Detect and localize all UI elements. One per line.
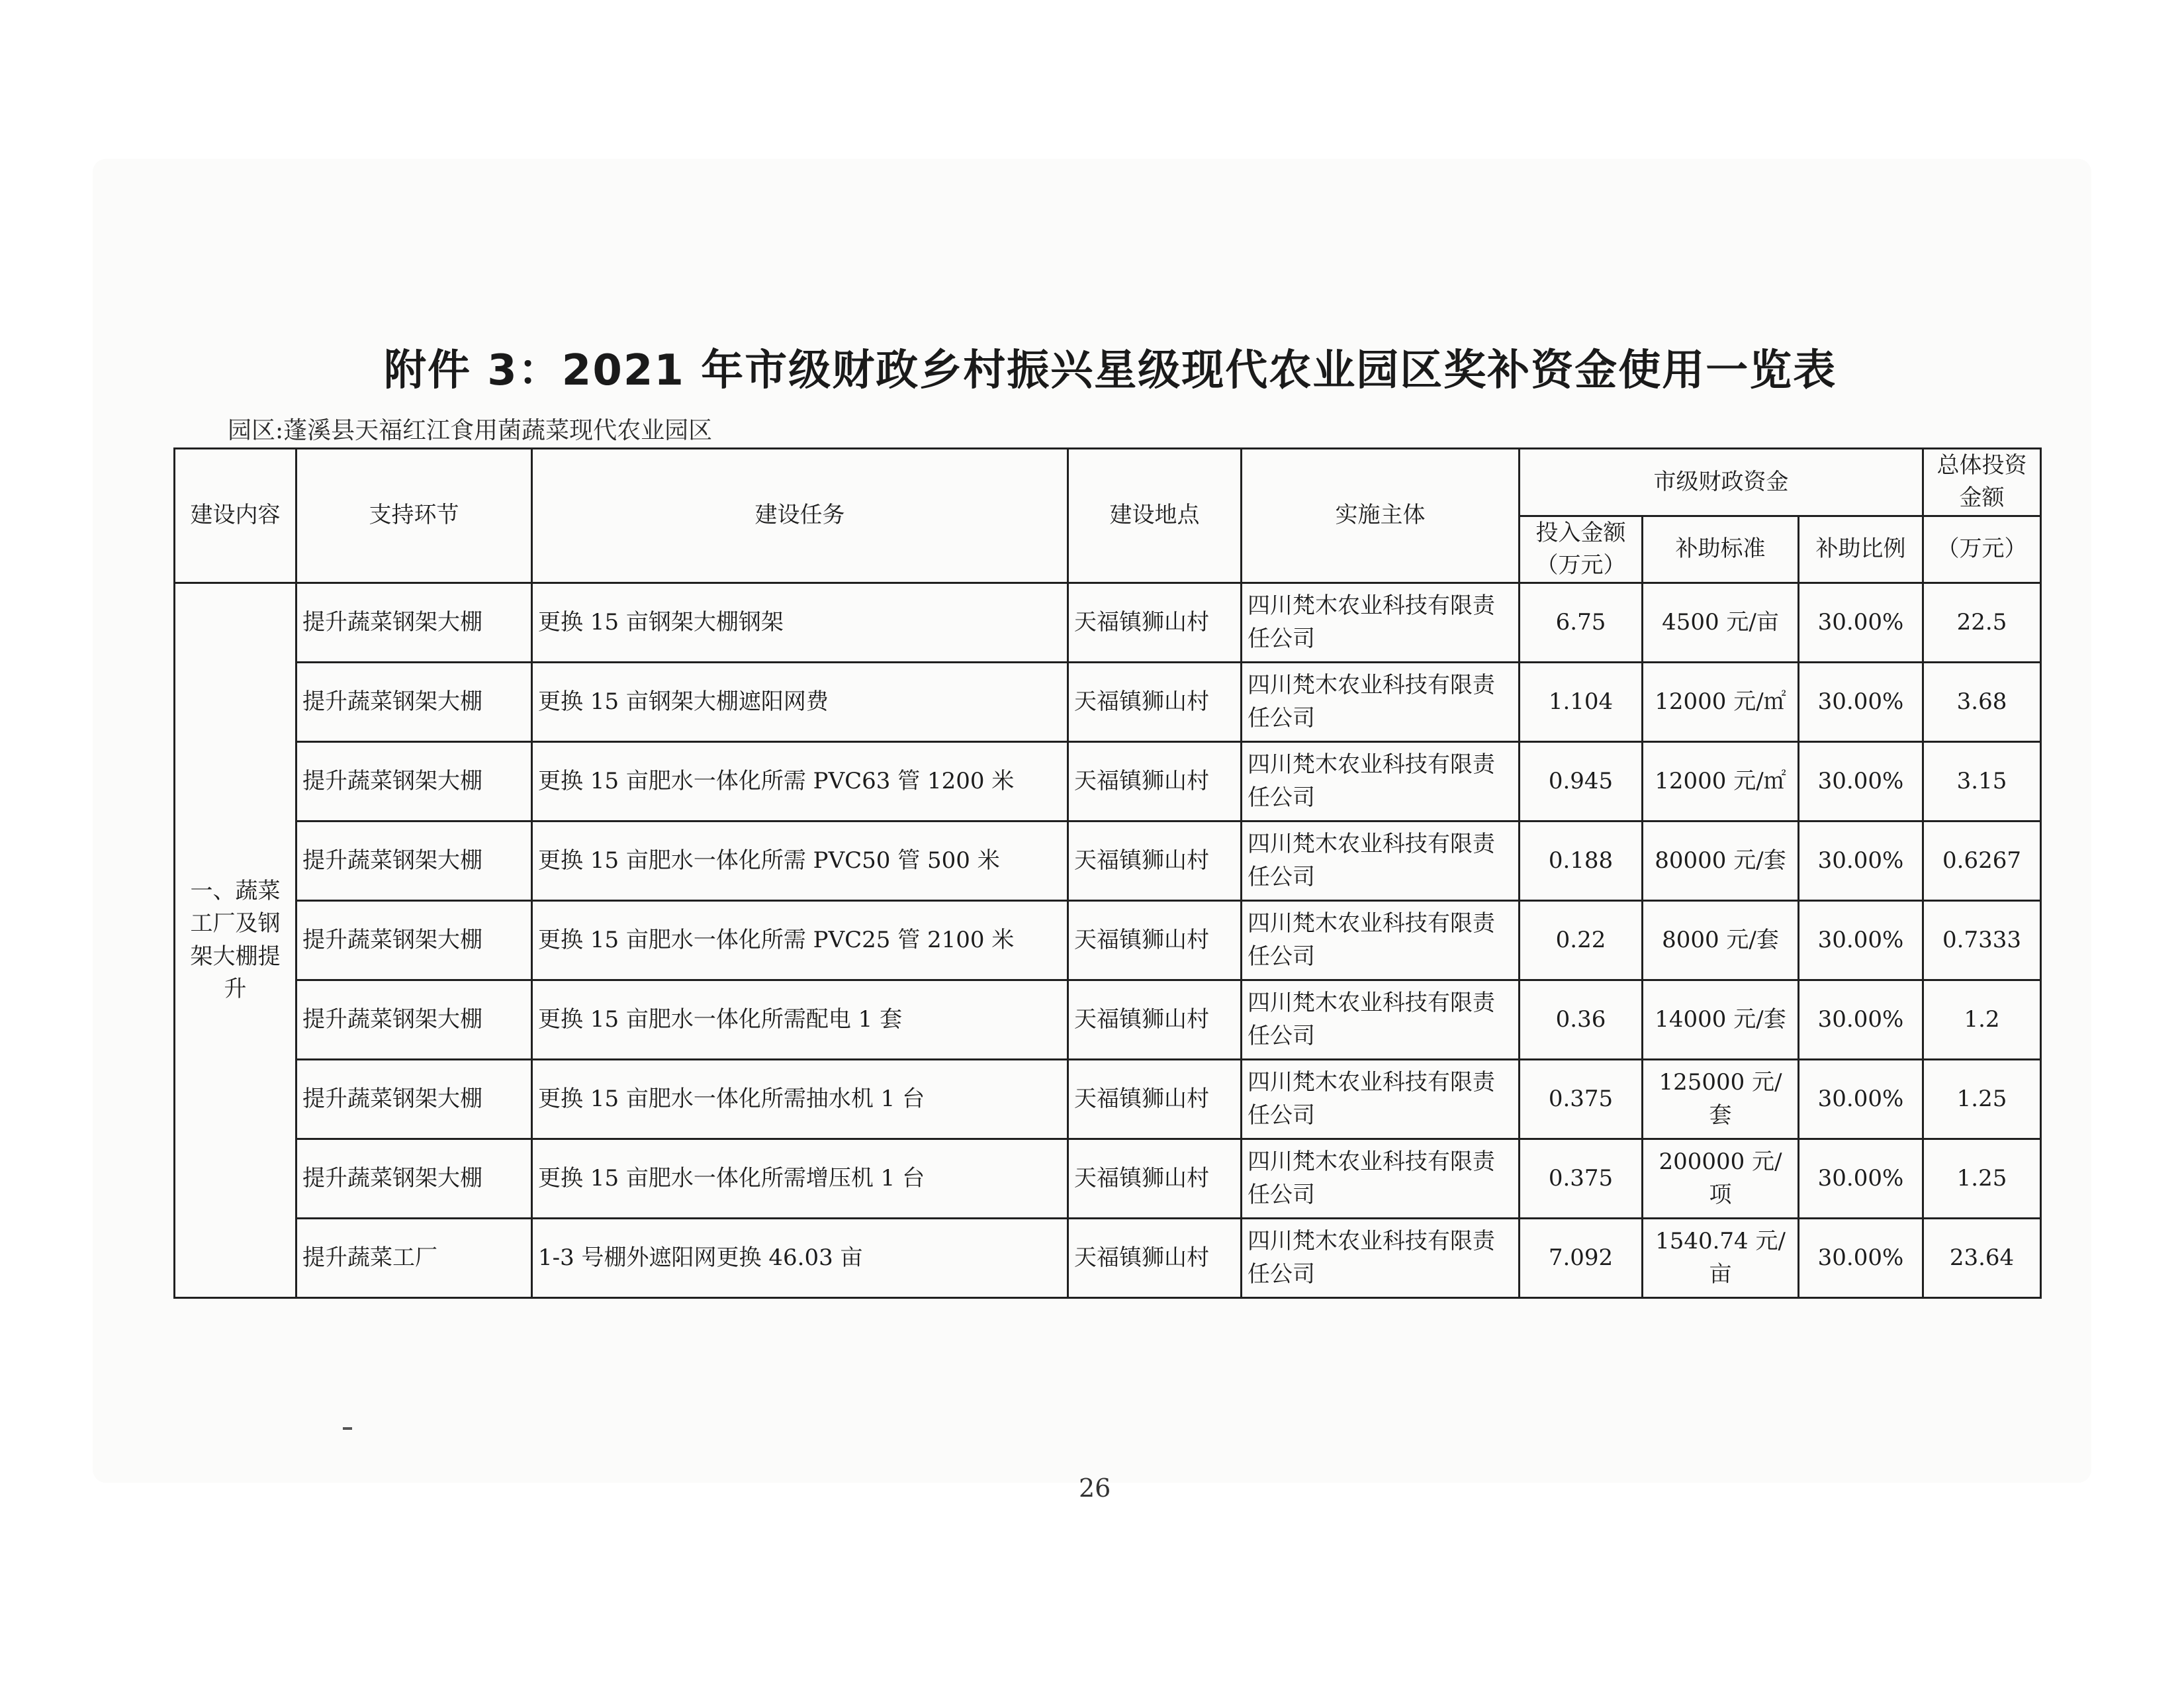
table-row bbox=[175, 742, 2041, 821]
cell-standard: 8000 元/套 bbox=[1643, 901, 1799, 980]
fund-table bbox=[173, 447, 2042, 1299]
cell-link: 提升蔬菜钢架大棚 bbox=[296, 663, 532, 742]
table-row bbox=[175, 663, 2041, 742]
table-row bbox=[175, 821, 2041, 901]
cell-standard: 4500 元/亩 bbox=[1643, 583, 1799, 663]
cell-subject: 四川梵木农业科技有限责任公司 bbox=[1242, 821, 1520, 901]
table-row bbox=[175, 1219, 2041, 1298]
cell-total: 1.25 bbox=[1923, 1139, 2041, 1219]
cell-subject: 四川梵木农业科技有限责任公司 bbox=[1242, 1139, 1520, 1219]
cell-subject: 四川梵木农业科技有限责任公司 bbox=[1242, 901, 1520, 980]
cell-standard: 12000 元/㎡ bbox=[1643, 742, 1799, 821]
cell-subject: 四川梵木农业科技有限责任公司 bbox=[1242, 980, 1520, 1060]
table-row bbox=[175, 980, 2041, 1060]
cell-location: 天福镇狮山村 bbox=[1068, 742, 1242, 821]
header-location: 建设地点 bbox=[1068, 449, 1242, 583]
cell-location: 天福镇狮山村 bbox=[1068, 821, 1242, 901]
header-invest bbox=[1520, 516, 1643, 583]
cell-ratio: 30.00% bbox=[1799, 821, 1923, 901]
cell-location: 天福镇狮山村 bbox=[1068, 1139, 1242, 1219]
cell-link: 提升蔬菜钢架大棚 bbox=[296, 583, 532, 663]
cell-total: 3.15 bbox=[1923, 742, 2041, 821]
cell-standard: 12000 元/㎡ bbox=[1643, 663, 1799, 742]
cell-task: 更换 15 亩肥水一体化所需配电 1 套 bbox=[532, 980, 1068, 1060]
header-standard: 补助标准 bbox=[1643, 516, 1799, 583]
cell-location: 天福镇狮山村 bbox=[1068, 980, 1242, 1060]
cell-ratio: 30.00% bbox=[1799, 742, 1923, 821]
cell-standard: 80000 元/套 bbox=[1643, 821, 1799, 901]
header-invest-label: 投入金额 bbox=[1535, 519, 1626, 546]
page-title: 附件 3：2021 年市级财政乡村振兴星级现代农业园区奖补资金使用一览表 bbox=[384, 346, 1837, 395]
cell-standard: 200000 元/项 bbox=[1643, 1139, 1799, 1219]
cell-total: 22.5 bbox=[1923, 583, 2041, 663]
cell-subject: 四川梵木农业科技有限责任公司 bbox=[1242, 742, 1520, 821]
header-link: 支持环节 bbox=[296, 449, 532, 583]
cell-task: 更换 15 亩肥水一体化所需抽水机 1 台 bbox=[532, 1060, 1068, 1139]
cell-link: 提升蔬菜钢架大棚 bbox=[296, 1139, 532, 1219]
cell-task: 更换 15 亩肥水一体化所需 PVC63 管 1200 米 bbox=[532, 742, 1068, 821]
cell-link: 提升蔬菜钢架大棚 bbox=[296, 980, 532, 1060]
header-city-fund: 市级财政资金 bbox=[1520, 449, 1923, 516]
cell-link: 提升蔬菜钢架大棚 bbox=[296, 821, 532, 901]
table-row bbox=[175, 1139, 2041, 1219]
cell-task: 更换 15 亩肥水一体化所需 PVC25 管 2100 米 bbox=[532, 901, 1068, 980]
cell-total: 0.7333 bbox=[1923, 901, 2041, 980]
cell-ratio: 30.00% bbox=[1799, 1139, 1923, 1219]
cell-standard: 1540.74 元/亩 bbox=[1643, 1219, 1799, 1298]
table-row bbox=[175, 901, 2041, 980]
cell-invest: 0.188 bbox=[1520, 821, 1643, 901]
cell-invest: 7.092 bbox=[1520, 1219, 1643, 1298]
cell-total: 1.2 bbox=[1923, 980, 2041, 1060]
cell-location: 天福镇狮山村 bbox=[1068, 663, 1242, 742]
cell-standard: 125000 元/套 bbox=[1643, 1060, 1799, 1139]
cell-task: 更换 15 亩钢架大棚遮阳网费 bbox=[532, 663, 1068, 742]
cell-total: 0.6267 bbox=[1923, 821, 2041, 901]
cell-total: 3.68 bbox=[1923, 663, 2041, 742]
cell-standard: 14000 元/套 bbox=[1643, 980, 1799, 1060]
cell-task: 更换 15 亩肥水一体化所需增压机 1 台 bbox=[532, 1139, 1068, 1219]
cell-ratio: 30.00% bbox=[1799, 663, 1923, 742]
cell-ratio: 30.00% bbox=[1799, 980, 1923, 1060]
table-row bbox=[175, 583, 2041, 663]
cell-invest: 1.104 bbox=[1520, 663, 1643, 742]
cell-invest: 0.375 bbox=[1520, 1139, 1643, 1219]
header-total-unit: （万元） bbox=[1923, 516, 2041, 583]
header-total: 总体投资金额 bbox=[1923, 449, 2041, 516]
cell-link: 提升蔬菜钢架大棚 bbox=[296, 901, 532, 980]
cell-location: 天福镇狮山村 bbox=[1068, 1060, 1242, 1139]
cell-invest: 0.22 bbox=[1520, 901, 1643, 980]
header-row-1 bbox=[175, 449, 2041, 516]
cell-ratio: 30.00% bbox=[1799, 901, 1923, 980]
cell-invest: 6.75 bbox=[1520, 583, 1643, 663]
cell-location: 天福镇狮山村 bbox=[1068, 901, 1242, 980]
cell-subject: 四川梵木农业科技有限责任公司 bbox=[1242, 1060, 1520, 1139]
cell-link: 提升蔬菜工厂 bbox=[296, 1219, 532, 1298]
park-label: 园区:蓬溪县天福红江食用菌蔬菜现代农业园区 bbox=[228, 417, 713, 444]
cell-invest: 0.375 bbox=[1520, 1060, 1643, 1139]
cell-ratio: 30.00% bbox=[1799, 1219, 1923, 1298]
page-number: 26 bbox=[1079, 1474, 1111, 1503]
cell-invest: 0.36 bbox=[1520, 980, 1643, 1060]
cell-ratio: 30.00% bbox=[1799, 1060, 1923, 1139]
header-ratio: 补助比例 bbox=[1799, 516, 1923, 583]
cell-subject: 四川梵木农业科技有限责任公司 bbox=[1242, 663, 1520, 742]
cell-task: 1-3 号棚外遮阳网更换 46.03 亩 bbox=[532, 1219, 1068, 1298]
scan-speck bbox=[343, 1427, 352, 1430]
cell-total: 23.64 bbox=[1923, 1219, 2041, 1298]
cell-link: 提升蔬菜钢架大棚 bbox=[296, 1060, 532, 1139]
cell-ratio: 30.00% bbox=[1799, 583, 1923, 663]
cell-task: 更换 15 亩钢架大棚钢架 bbox=[532, 583, 1068, 663]
cell-location: 天福镇狮山村 bbox=[1068, 1219, 1242, 1298]
header-task: 建设任务 bbox=[532, 449, 1068, 583]
header-content: 建设内容 bbox=[175, 449, 296, 583]
cell-subject: 四川梵木农业科技有限责任公司 bbox=[1242, 1219, 1520, 1298]
cell-location: 天福镇狮山村 bbox=[1068, 583, 1242, 663]
cell-task: 更换 15 亩肥水一体化所需 PVC50 管 500 米 bbox=[532, 821, 1068, 901]
table-row bbox=[175, 1060, 2041, 1139]
cell-subject: 四川梵木农业科技有限责任公司 bbox=[1242, 583, 1520, 663]
group-label: 一、蔬菜工厂及钢架大棚提升 bbox=[175, 583, 296, 1298]
header-subject: 实施主体 bbox=[1242, 449, 1520, 583]
cell-link: 提升蔬菜钢架大棚 bbox=[296, 742, 532, 821]
cell-invest: 0.945 bbox=[1520, 742, 1643, 821]
cell-total: 1.25 bbox=[1923, 1060, 2041, 1139]
header-invest-unit: （万元） bbox=[1535, 551, 1626, 579]
